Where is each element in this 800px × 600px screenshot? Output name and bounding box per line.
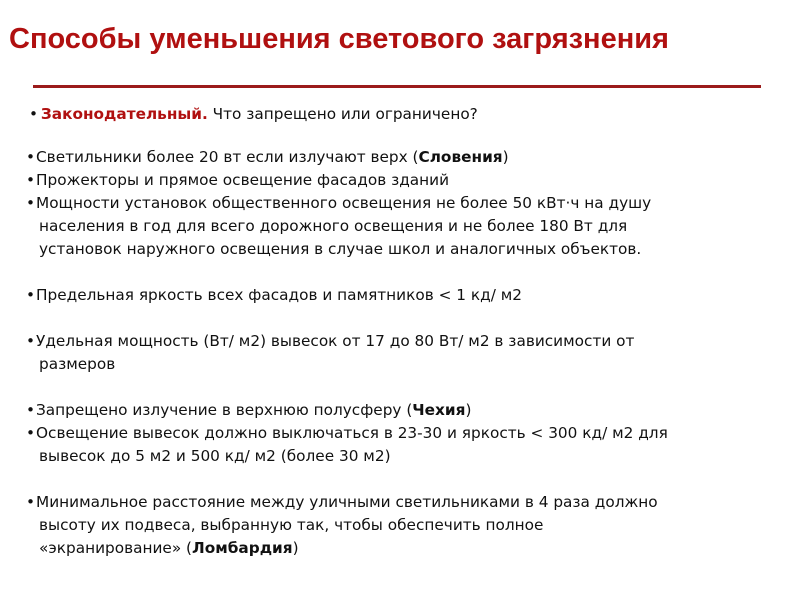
item-text: Запрещено излучение в верхнюю полусферу ( [36, 401, 413, 419]
country-slovenia: Словения [418, 148, 503, 166]
category-question: Что запрещено или ограничено? [212, 105, 478, 123]
item-line: • Удельная мощность (Вт/ м2) вывесок от 17 до 80 Вт/ м2 в зависимости от [36, 332, 635, 350]
item-text: Светильники более 20 вт если излучают верх ( [36, 148, 419, 166]
item-line: • Минимальное расстояние между уличными светильниками в 4 раза должно [36, 493, 658, 511]
title-underline [33, 85, 761, 88]
list-item [24, 169, 784, 192]
item-line: размеров [39, 355, 116, 373]
item-line: • Мощности установок общественного освещения не более 50 кВт·ч на душу [36, 194, 652, 212]
item-line: высоту их подвеса, выбранную так, чтобы обеспечить полное [39, 516, 544, 534]
country-czechia: Чехия [412, 401, 466, 419]
item-text-tail: ) [502, 148, 509, 166]
list-item [24, 399, 784, 422]
list-item-header [24, 103, 784, 126]
page-title: Способы уменьшения светового загрязнения [9, 23, 669, 55]
item-line: населения в год для всего дорожного освещения и не более 180 Вт для [39, 217, 628, 235]
item-line [36, 537, 784, 560]
item-line: вывесок до 5 м2 и 500 кд/ м2 (более 30 м2) [39, 447, 391, 465]
list-item [24, 330, 784, 376]
item-text: Предельная яркость всех фасадов и памятников < 1 кд/ м2 [36, 286, 522, 304]
category-label: Законодательный. [40, 105, 208, 123]
item-text: Прожекторы и прямое освещение фасадов зданий [36, 171, 450, 189]
item-line: установок наружного освещения в случае школ и аналогичных объектов. [39, 240, 642, 258]
list-item [24, 284, 784, 307]
item-line: • Освещение вывесок должно выключаться в 23-30 и яркость < 300 кд/ м2 для [36, 424, 668, 442]
item-text-tail: ) [292, 539, 299, 557]
item-text-tail: ) [465, 401, 472, 419]
list-item [24, 192, 784, 261]
item-text: «экранирование» ( [39, 539, 193, 557]
list-item [24, 146, 784, 169]
slide-content [24, 103, 784, 560]
list-item [24, 491, 784, 560]
region-lombardy: Ломбардия [192, 539, 293, 557]
list-item [24, 422, 784, 468]
